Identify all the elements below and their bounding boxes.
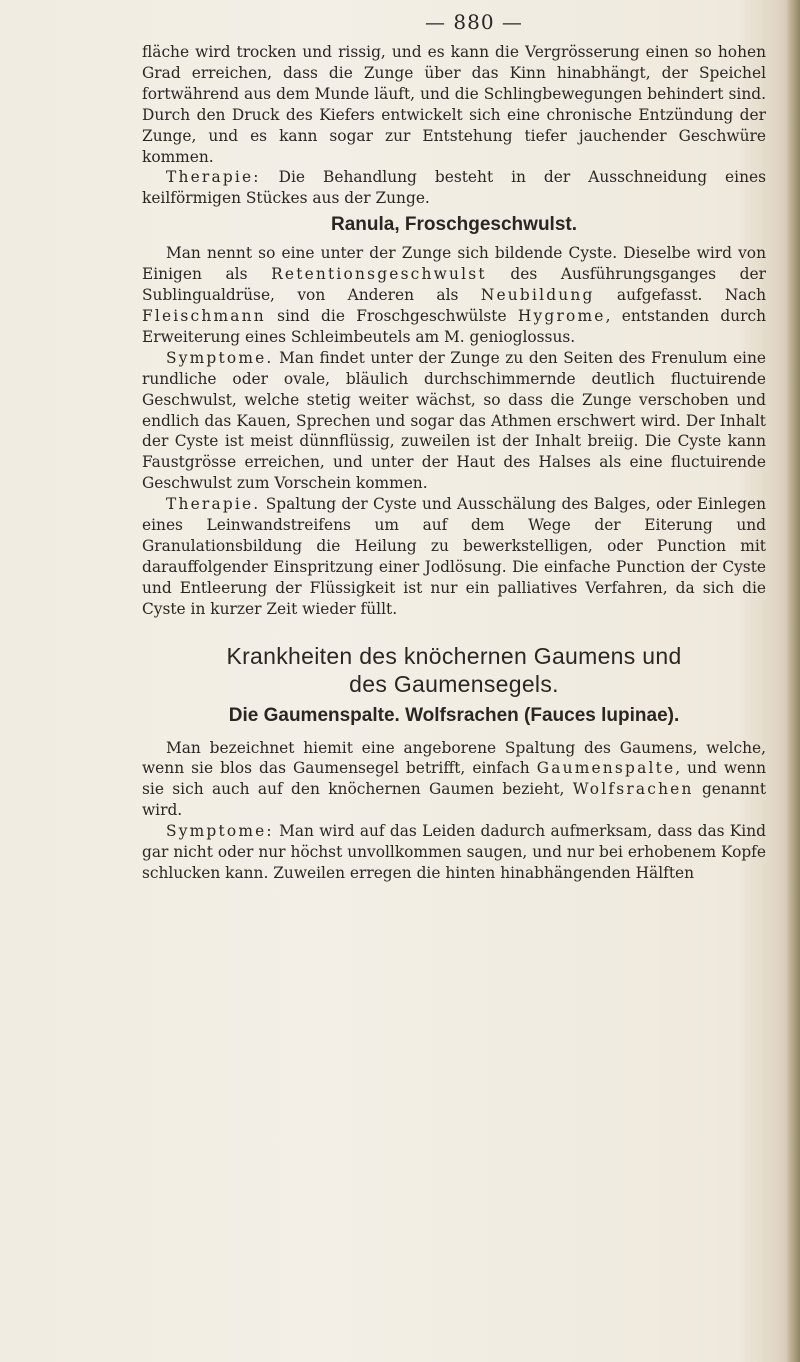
symptome-label: Symptome:	[166, 822, 274, 841]
section-heading-ranula: Ranula, Froschgeschwulst.	[331, 214, 577, 236]
gaumenspalte-text-b: , und wenn sie sich auch auf den knöchernen Gaumen bezieht,	[142, 759, 766, 799]
ranula-text-e: , entstanden durch Erweiterung eines Schleimbeutels am M. genioglossus.	[142, 306, 766, 346]
symptome-text: Man wird auf das Leiden dadurch aufmerksam, dass das Kind gar nicht oder nur höchst unvollkommen saugen, und nur bei erhobenem Kopfe schlucken kann. Zuweilen erregen die hinten hinabhängenden Hälften	[142, 822, 766, 882]
therapie-label: Therapie.	[166, 495, 261, 514]
therapie-text: Spaltung der Cyste und Ausschälung des Balges, oder Einlegen eines Leinwandstreifens um auf dem Wege der Eiterung und Granulationsbildung die Heilung zu bewerkstelligen, oder Punction mit darauffolgender Einspritzung einer Jodlösung. Die einfache Punction der Cyste und Entleerung der Flüssigkeit ist nur ein palliatives Verfahren, da sich die Cyste in kurzer Zeit wieder füllt.	[142, 495, 766, 618]
term-retentionsgeschwulst: Retentionsgeschwulst	[271, 265, 487, 284]
ranula-text-c: aufgefasst. Nach	[594, 286, 767, 305]
paragraph-intro	[142, 42, 766, 167]
gaumenspalte-text-c: genannt wird.	[142, 780, 767, 820]
chapter-heading-line-1: Krankheiten des knöchernen Gaumens und	[226, 642, 682, 669]
paragraph-ranula-therapie	[142, 494, 766, 619]
symptome-label: Symptome.	[166, 348, 274, 367]
paragraph-ranula-symptome	[142, 348, 766, 494]
gaumenspalte-text-a: Man bezeichnet hiemit eine angeborene Spaltung des Gaumens, welche, wenn sie blos das Gaumensegel betrifft, einfach	[142, 738, 766, 778]
paragraph-gaumenspalte-symptome	[142, 821, 766, 884]
term-hygrome: Hygrome	[517, 306, 606, 325]
paragraph-intro-therapie	[142, 167, 766, 209]
paragraph-ranula-definition	[142, 243, 766, 348]
chapter-heading	[142, 642, 766, 698]
section-heading-gaumenspalte: Die Gaumenspalte. Wolfsrachen (Fauces lupinae).	[228, 704, 680, 726]
term-wolfsrachen: Wolfsrachen	[572, 780, 694, 799]
therapie-label: Therapie:	[166, 168, 261, 187]
ranula-text-b: des Ausführungsganges der Sublingualdrüse, von Anderen als	[142, 265, 766, 305]
term-neubildung: Neubildung	[480, 286, 595, 305]
chapter-heading-line-2: des Gaumensegels.	[349, 670, 559, 697]
symptome-text: Man findet unter der Zunge zu den Seiten des Frenulum eine rundliche oder ovale, bläulich durchschimmernde deutlich fluctuirende Geschwulst, welche stetig weiter wächst, so dass die Zunge verschoben und endlich das Kauen, Sprechen und sogar das Athmen erschwert wird. Der Inhalt der Cyste ist meist dünnflüssig, zuweilen ist der Inhalt breiig. Die Cyste kann Faustgrösse erreichen, und unter der Haut des Halses als eine fluctuirende Geschwulst zum Vorschein kommen.	[142, 348, 766, 493]
ranula-text-d: sind die Froschgeschwülste	[265, 306, 518, 325]
page-text-block	[142, 8, 766, 884]
ranula-text-a: Man nennt so eine unter der Zunge sich bildende Cyste. Dieselbe wird von Einigen als	[142, 244, 766, 284]
page-edge-shadow	[786, 0, 800, 1362]
page-number: — 880 —	[425, 10, 523, 34]
paragraph-gaumenspalte-definition	[142, 738, 766, 822]
name-fleischmann: Fleischmann	[142, 306, 266, 325]
intro-text: fläche wird trocken und rissig, und es kann die Vergrösserung einen so hohen Grad erreichen, dass die Zunge über das Kinn hinabhängt, der Speichel fortwährend aus dem Munde läuft, und die Schlingbewegungen behindert sind. Durch den Druck des Kiefers entwickelt sich eine chronische Entzündung der Zunge, und es kann sogar zur Entstehung tiefer jauchender Geschwüre kommen.	[142, 43, 766, 166]
therapie-text: Die Behandlung besteht in der Ausschneidung eines keilförmigen Stückes aus der Zunge.	[142, 168, 766, 208]
term-gaumenspalte: Gaumenspalte	[536, 759, 676, 778]
